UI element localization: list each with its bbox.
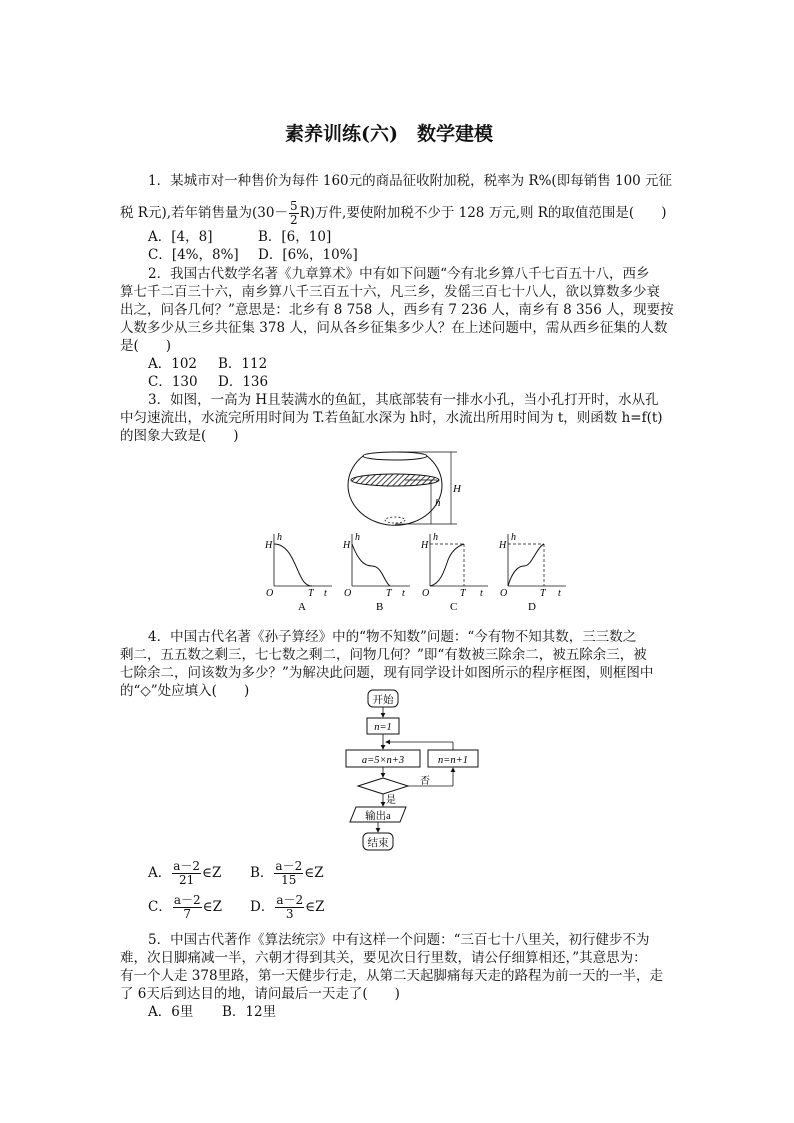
q1-fraction bbox=[289, 200, 299, 227]
flow-start-text: 开始 bbox=[372, 695, 394, 706]
q3-line1: 3．如图，一高为 H且装满水的鱼缸，其底部装有一排水小孔，当小孔打开时，水从孔 bbox=[148, 392, 659, 408]
q4-opt-d-num: a－2 bbox=[276, 893, 304, 907]
q4-line1: 4．中国古代名著《孙子算经》中的“物不知数”问题：“今有物不知其数，三三数之 bbox=[148, 629, 637, 645]
q2-line5: 是( ) bbox=[120, 338, 172, 354]
q1-frac-den: 2 bbox=[289, 213, 298, 227]
svg-text:h: h bbox=[355, 532, 360, 543]
q4-line2: 剩二，五五数之剩三，七七数之剩二，问物几何？”即“有数被三除余二，被五除余三，被 bbox=[120, 647, 647, 663]
flow-calc-text: a=5×n+3 bbox=[361, 755, 405, 766]
q4-opt-d-inz: ∈Z bbox=[305, 899, 325, 915]
q4-option-c bbox=[148, 892, 222, 922]
graph-c-label: C bbox=[450, 601, 458, 612]
flow-inc-text: n=n+1 bbox=[438, 755, 468, 766]
q3-line2: 中匀速流出，水流完所用时间为 T.若鱼缸水深为 h时，水流出所用时间为 t，则函数 h=f(t) bbox=[120, 410, 663, 426]
svg-text:O: O bbox=[500, 588, 508, 599]
q4-opt-a-frac bbox=[172, 860, 201, 887]
graph-d bbox=[498, 532, 566, 612]
flow-init-text: n=1 bbox=[374, 722, 392, 733]
q4-opt-b-den: 15 bbox=[281, 873, 297, 887]
q2-line1: 2．我国古代数学名著《九章算术》中有如下问题“今有北乡算八千七百五十八，西乡 bbox=[148, 266, 650, 282]
drain-hole bbox=[385, 517, 405, 523]
q2-line2: 算七千二百三十六，南乡算八千三百五十六，凡三乡，发傜三百七十八人，欲以算数多少衰 bbox=[120, 284, 660, 300]
svg-text:H: H bbox=[343, 540, 351, 551]
q4-opt-b-frac bbox=[274, 860, 303, 887]
flow-output-text: 输出a bbox=[365, 811, 391, 822]
q1-option-d: D．[6%，10%] bbox=[258, 247, 358, 263]
q3-line3: 的图象大致是( ) bbox=[120, 428, 239, 444]
flow-end-text: 结束 bbox=[367, 838, 389, 849]
svg-text:H: H bbox=[499, 540, 507, 551]
svg-text:O: O bbox=[266, 588, 274, 599]
q1-line2b: 万件,要使附加税不少于 128 万元,则 R的取值范围是( ) bbox=[315, 205, 667, 221]
q4-line4: 的“◇”处应填入( ) bbox=[120, 683, 250, 699]
q2-line3: 出之，问各几何？”意思是：北乡有 8 758 人，西乡有 7 236 人，南乡有 8 356 人，现要按 bbox=[120, 302, 674, 318]
flow-no-label: 否 bbox=[420, 776, 430, 787]
graph-a-label: A bbox=[298, 601, 306, 612]
svg-text:T: T bbox=[460, 588, 466, 599]
q4-opt-c-den: 7 bbox=[183, 907, 192, 921]
svg-text:O: O bbox=[344, 588, 352, 599]
q2-option-b: B．112 bbox=[218, 356, 268, 372]
page-title: 素养训练(六) 数学建模 bbox=[285, 123, 493, 145]
q4-opt-c-frac bbox=[173, 894, 202, 921]
svg-text:T: T bbox=[308, 588, 314, 599]
bowl-H-label: H bbox=[453, 483, 461, 495]
graph-a bbox=[264, 532, 332, 612]
svg-text:t: t bbox=[480, 588, 483, 599]
graph-row bbox=[258, 530, 578, 616]
flow-decision-diamond bbox=[358, 778, 408, 794]
q4-opt-c-label: C． bbox=[148, 899, 172, 915]
svg-text:H: H bbox=[421, 540, 429, 551]
svg-text:H: H bbox=[265, 540, 273, 551]
svg-text:h: h bbox=[511, 532, 516, 543]
svg-text:O: O bbox=[422, 588, 430, 599]
q4-opt-c-inz: ∈Z bbox=[202, 899, 223, 915]
graph-c bbox=[420, 532, 488, 612]
q4-line3: 七除余二，问该数为多少？”为解决此问题，现有同学设计如图所示的程序框图，则框图中 bbox=[120, 665, 654, 681]
q4-opt-d-frac bbox=[275, 894, 304, 921]
q2-option-c: C．130 bbox=[148, 374, 198, 390]
svg-text:T: T bbox=[540, 588, 546, 599]
graph-b bbox=[342, 532, 410, 612]
q2-option-a: A．102 bbox=[148, 356, 198, 372]
q4-opt-a-inz: ∈Z bbox=[202, 865, 222, 881]
q1-line1: 1．某城市对一种售价为每件 160元的商品征收附加税，税率为 R%(即每销售 100 元征 bbox=[148, 173, 673, 189]
graph-b-label: B bbox=[376, 601, 384, 612]
graph-d-label: D bbox=[528, 601, 536, 612]
q5-option-a: A．6里 bbox=[148, 1004, 194, 1020]
bowl-rim bbox=[363, 452, 427, 460]
q1-line2 bbox=[120, 200, 666, 227]
q4-opt-d-label: D． bbox=[250, 899, 275, 915]
q4-opt-a-den: 21 bbox=[179, 873, 195, 887]
graph-set bbox=[258, 530, 578, 612]
q4-opt-c-num: a－2 bbox=[173, 893, 201, 907]
q4-opt-a-num: a－2 bbox=[173, 859, 201, 873]
q1-frac-num: 5 bbox=[289, 199, 298, 213]
bowl-h-label: h bbox=[435, 497, 441, 509]
q4-opt-b-num: a－2 bbox=[275, 859, 303, 873]
q5-line3: 有一个人走 378里路，第一天健步行走，从第二天起脚痛每天走的路程为前一天的一半，走 bbox=[120, 968, 664, 984]
q1-option-a: A．[4，8] bbox=[148, 229, 213, 245]
q1-after-frac: R) bbox=[299, 205, 316, 221]
q4-option-d bbox=[250, 892, 325, 922]
svg-text:T: T bbox=[386, 588, 392, 599]
q4-opt-b-label: B． bbox=[250, 865, 274, 881]
q2-option-d: D．136 bbox=[218, 374, 269, 390]
svg-text:t: t bbox=[324, 588, 327, 599]
flow-yes-label: 是 bbox=[386, 795, 396, 806]
q5-option-b: B．12里 bbox=[222, 1004, 277, 1020]
bowl-outline bbox=[348, 456, 442, 525]
fishbowl-figure bbox=[345, 448, 475, 532]
q4-option-a bbox=[148, 858, 221, 888]
q1-paren-open: (30－ bbox=[252, 205, 288, 221]
q4-opt-d-den: 3 bbox=[285, 907, 294, 921]
svg-text:h: h bbox=[433, 532, 438, 543]
q2-line4: 人数多少从三乡共征集 378 人，问从各乡征集多少人？在上述问题中，需从西乡征集的人数 bbox=[120, 320, 668, 336]
svg-text:t: t bbox=[402, 588, 405, 599]
q5-line2: 难，次日脚痛减一半，六朝才得到其关，要见次日行里数，请公仔细算相还，”其意思为： bbox=[120, 950, 647, 966]
svg-text:t: t bbox=[558, 588, 561, 599]
q4-opt-a-label: A． bbox=[148, 865, 172, 881]
svg-text:h: h bbox=[277, 532, 282, 543]
q1-option-b: B．[6，10] bbox=[258, 229, 332, 245]
q4-option-b bbox=[250, 858, 324, 888]
q1-line2a: 税 R元),若年销售量为 bbox=[120, 205, 253, 221]
q5-line4: 了 6天后到达目的地，请问最后一天走了( ) bbox=[120, 986, 400, 1002]
q1-option-c: C．[4%，8%] bbox=[148, 247, 239, 263]
q5-line1: 5．中国古代著作《算法统宗》中有这样一个问题：“三百七十八里关，初行健步不为 bbox=[148, 932, 650, 948]
q4-opt-b-inz: ∈Z bbox=[304, 865, 324, 881]
flowchart bbox=[340, 688, 500, 856]
